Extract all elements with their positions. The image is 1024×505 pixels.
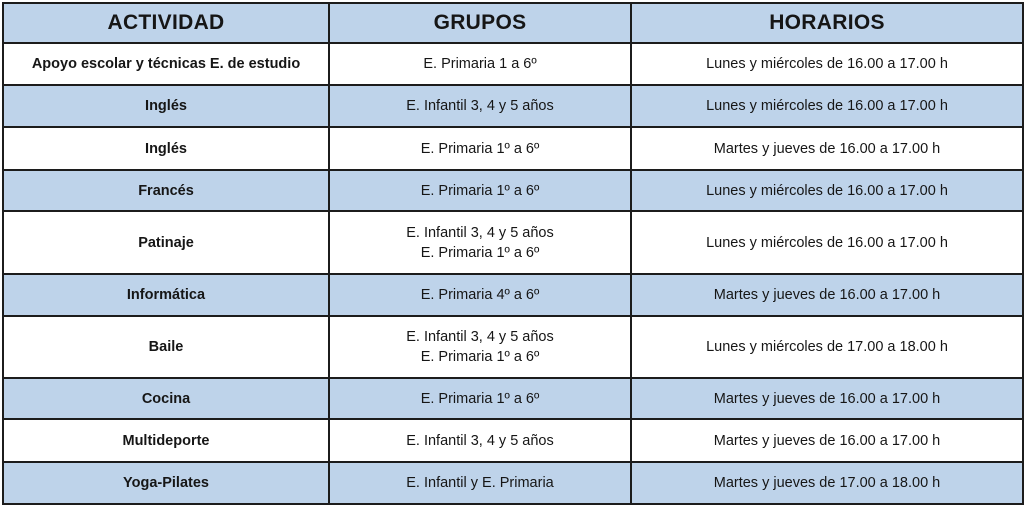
activity-cell: Apoyo escolar y técnicas E. de estudio bbox=[3, 43, 329, 85]
schedule-cell: Martes y jueves de 17.00 a 18.00 h bbox=[631, 462, 1023, 504]
header-activity: ACTIVIDAD bbox=[3, 3, 329, 43]
group-line: E. Primaria 1 a 6º bbox=[423, 56, 537, 72]
group-line: E. Primaria 1º a 6º bbox=[420, 140, 540, 157]
table-row bbox=[3, 316, 1023, 378]
groups-cell bbox=[329, 43, 631, 85]
schedule-cell: Martes y jueves de 16.00 a 17.00 h bbox=[631, 419, 1023, 462]
table-row bbox=[3, 462, 1023, 504]
schedule-cell: Martes y jueves de 16.00 a 17.00 h bbox=[631, 127, 1023, 170]
group-line: E. Infantil 3, 4 y 5 años bbox=[406, 329, 554, 345]
activity-cell: Multideporte bbox=[3, 419, 329, 462]
groups-cell bbox=[329, 462, 631, 504]
schedule-cell: Lunes y miércoles de 17.00 a 18.00 h bbox=[631, 316, 1023, 378]
groups-cell bbox=[329, 211, 631, 274]
activity-cell: Patinaje bbox=[3, 211, 329, 274]
groups-cell bbox=[329, 85, 631, 127]
header-schedule: HORARIOS bbox=[631, 3, 1023, 43]
activity-cell: Inglés bbox=[3, 85, 329, 127]
group-line: E. Infantil y E. Primaria bbox=[406, 475, 554, 491]
table-row bbox=[3, 85, 1023, 127]
table-row bbox=[3, 43, 1023, 85]
groups-cell bbox=[329, 378, 631, 419]
group-line: E. Infantil 3, 4 y 5 años bbox=[406, 98, 554, 114]
schedule-cell: Lunes y miércoles de 16.00 a 17.00 h bbox=[631, 43, 1023, 85]
schedule-cell: Lunes y miércoles de 16.00 a 17.00 h bbox=[631, 170, 1023, 211]
table-row bbox=[3, 127, 1023, 170]
group-line: E. Infantil 3, 4 y 5 años bbox=[406, 432, 554, 449]
group-line: E. Infantil 3, 4 y 5 años bbox=[406, 224, 554, 241]
schedule-cell: Martes y jueves de 16.00 a 17.00 h bbox=[631, 378, 1023, 419]
group-line: E. Primaria 1º a 6º bbox=[420, 244, 540, 261]
group-line: E. Primaria 4º a 6º bbox=[420, 287, 540, 303]
groups-cell bbox=[329, 127, 631, 170]
groups-cell bbox=[329, 419, 631, 462]
activity-cell: Baile bbox=[3, 316, 329, 378]
schedule-cell: Martes y jueves de 16.00 a 17.00 h bbox=[631, 274, 1023, 316]
groups-cell bbox=[329, 274, 631, 316]
table-row bbox=[3, 419, 1023, 462]
activity-cell: Informática bbox=[3, 274, 329, 316]
groups-cell bbox=[329, 170, 631, 211]
header-groups: GRUPOS bbox=[329, 3, 631, 43]
group-line: E. Primaria 1º a 6º bbox=[420, 182, 540, 199]
group-line: E. Primaria 1º a 6º bbox=[420, 390, 540, 407]
groups-cell bbox=[329, 316, 631, 378]
activity-cell: Francés bbox=[3, 170, 329, 211]
schedule-cell: Lunes y miércoles de 16.00 a 17.00 h bbox=[631, 211, 1023, 274]
table-row bbox=[3, 211, 1023, 274]
activity-cell: Yoga-Pilates bbox=[3, 462, 329, 504]
activity-cell: Inglés bbox=[3, 127, 329, 170]
table-row bbox=[3, 378, 1023, 419]
activities-table bbox=[2, 2, 1024, 505]
activity-cell: Cocina bbox=[3, 378, 329, 419]
table-row bbox=[3, 274, 1023, 316]
table-row bbox=[3, 170, 1023, 211]
header-row bbox=[3, 3, 1023, 43]
schedule-cell: Lunes y miércoles de 16.00 a 17.00 h bbox=[631, 85, 1023, 127]
group-line: E. Primaria 1º a 6º bbox=[420, 349, 540, 365]
